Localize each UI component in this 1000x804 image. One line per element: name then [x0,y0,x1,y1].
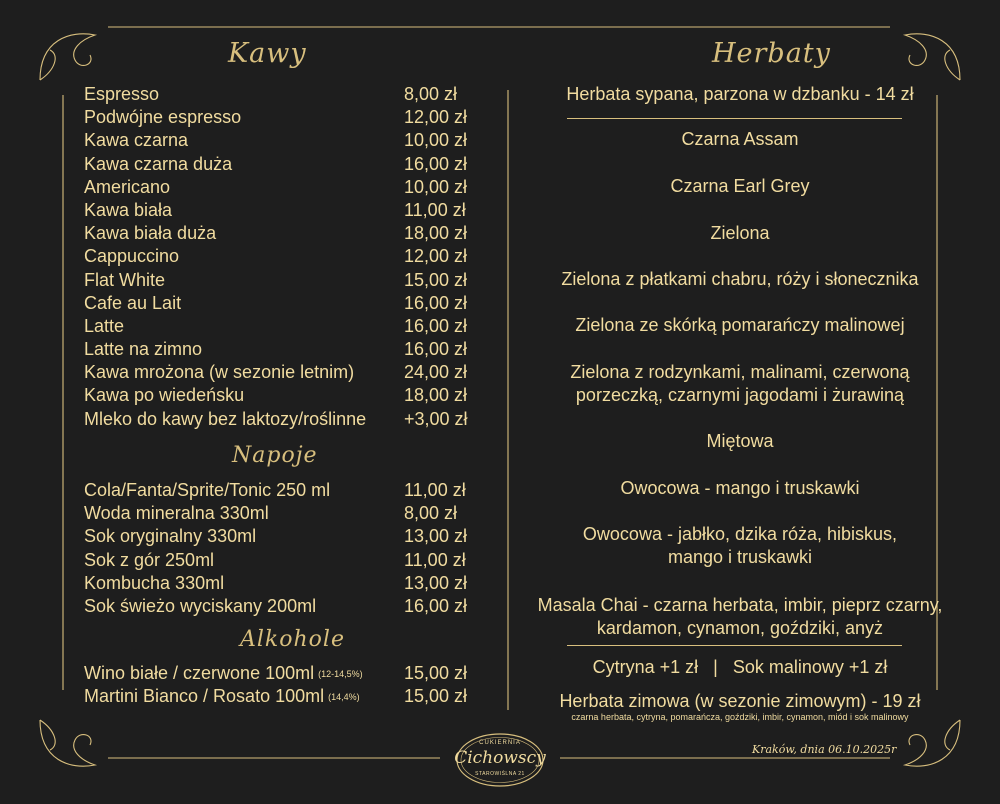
menu-item [84,199,504,222]
section-title-kawy: Kawy [228,38,307,69]
menu-item-price: 15,00 zł [404,663,468,683]
menu-item-name-text: Mleko do kawy bez laktozy/roślinne [84,408,367,429]
section-title-alkohole: Alkohole [240,627,345,652]
menu-item-price: 13,00 zł [404,526,468,547]
menu-item-name [84,83,159,106]
menu-item-name [84,361,354,384]
logo-top-text: CUKIERNIA [479,740,521,746]
menu-item [84,153,504,176]
menu-item-name [84,502,269,525]
menu-item [84,549,504,572]
menu-item-name [84,572,224,595]
tea-item: Zielona [710,223,770,243]
tea-item: Owocowa - jabłko, dzika róża, hibiskus, [582,524,898,544]
menu-item-name-text: Podwójne espresso [84,107,242,128]
menu-item [84,595,504,618]
menu-item [84,662,504,685]
section-title-herbaty: Herbaty [712,38,831,69]
menu-item-price: 16,00 zł [404,292,468,313]
menu-item [84,269,504,292]
tea-item: Zielona z płatkami chabru, róży i słonecznika [561,269,919,289]
divider [567,118,902,119]
menu-item [84,502,504,525]
menu-item-name-text: Flat White [84,269,166,290]
menu-item [84,572,504,595]
menu-item-name-text: Kawa biała [84,199,173,220]
menu-item-name [84,292,181,315]
menu-item [84,83,504,106]
menu-item-price: 8,00 zł [404,84,458,104]
winter-tea-note: czarna herbata, cytryna, pomarańcza, goździki, imbir, cynamon, miód i sok malinowy [571,712,909,722]
tea-item: Owocowa - mango i truskawki [620,478,860,498]
menu-item-name [84,525,256,548]
menu-item-name-text: Cola/Fanta/Sprite/Tonic 250 ml [84,480,331,500]
menu-item-name [84,222,216,245]
divider [567,645,902,646]
menu-item [84,176,504,199]
menu-item-name-text: Latte na zimno [84,339,203,360]
menu-item-name [84,315,124,338]
menu-item-price: 10,00 zł [404,176,468,197]
winter-tea: Herbata zimowa (w sezonie zimowym) - 19 zł [559,691,921,711]
menu-item-name-text: Americano [84,176,171,197]
menu-item-name-text: Sok świeżo wyciskany 200ml [84,595,317,616]
menu-item [84,408,504,431]
menu-item-name-text: Martini Bianco / Rosato 100ml [84,686,325,707]
menu-item-name [84,549,214,572]
menu-item-price: +3,00 zł [404,408,468,429]
menu-item [84,525,504,548]
menu-item-name-text: Woda mineralna 330ml [84,503,269,524]
menu-item-price: 16,00 zł [404,595,468,616]
menu-item [84,315,504,338]
menu-item [84,685,504,708]
menu-item-price: 15,00 zł [404,269,468,290]
menu-item-price: 24,00 zł [404,362,468,383]
menu-item [84,222,504,245]
menu-item-price: 13,00 zł [404,572,468,593]
menu-item-name [84,245,179,268]
menu-item-name [84,106,241,129]
menu-item-name [84,338,202,361]
menu-item-price: 11,00 zł [404,480,466,500]
menu-item-name-text: Cappuccino [84,246,180,267]
menu-item-name-text: Sok oryginalny 330ml [84,526,257,547]
menu-item-name-text: Latte [84,315,125,336]
alkohole-list [84,662,504,708]
menu-item [84,245,504,268]
date-line: Kraków, dnia 06.10.2025r [752,743,897,756]
menu-item-note: (12-14,5%) [318,668,363,679]
menu-item-name-text: Wino białe / czerwone 100ml [84,663,315,683]
tea-item: kardamon, cynamon, goździki, anyż [596,618,884,638]
cafe-logo [454,731,546,789]
menu-item-price: 18,00 zł [404,223,468,244]
menu-item [84,479,504,502]
menu-item-price: 12,00 zł [404,107,468,128]
menu-item-name-text: Kombucha 330ml [84,572,225,593]
tea-extras: Cytryna +1 zł | Sok malinowy +1 zł [592,657,888,677]
menu-item-name [84,199,172,222]
menu-item-price: 16,00 zł [404,315,468,336]
menu-item-name [84,662,363,686]
menu-item-price: 11,00 zł [404,549,466,570]
menu-item [84,361,504,384]
menu-item-name-text: Kawa czarna duża [84,153,233,174]
menu-item [84,338,504,361]
menu-item-price: 8,00 zł [404,503,458,524]
tea-item: Miętowa [706,431,774,451]
napoje-list [84,479,504,618]
menu-item-note: (14,4%) [328,691,360,702]
menu-item-name-text: Kawa czarna [84,130,189,151]
tea-item: Zielona z rodzynkami, malinami, czerwoną [570,362,910,382]
logo-address: STAROWIŚLNA 21 [475,771,525,777]
menu-item-name [84,129,188,152]
menu-item [84,292,504,315]
menu-item-name [84,384,244,407]
herbaty-header: Herbata sypana, parzona w dzbanku - 14 zł [566,84,914,104]
tea-item: porzeczką, czarnymi jagodami i żurawiną [575,385,905,405]
menu-item-name [84,153,232,176]
tea-item: Masala Chai - czarna herbata, imbir, pieprz czarny, [537,595,943,615]
menu-item-name [84,595,316,618]
menu-item-name-text: Cafe au Lait [84,292,182,313]
tea-item: Zielona ze skórką pomarańczy malinowej [575,315,905,335]
section-title-napoje: Napoje [232,443,318,468]
menu-item-price: 10,00 zł [404,130,468,151]
menu-item-name-text: Kawa mrożona (w sezonie letnim) [84,362,355,383]
menu-item [84,384,504,407]
tea-item: mango i truskawki [667,547,813,567]
menu-item-name [84,408,366,431]
menu-item-price: 16,00 zł [404,339,468,360]
menu-item-name [84,685,360,709]
menu-item-name [84,176,170,199]
menu-item-name-text: Kawa biała duża [84,223,217,244]
tea-item: Czarna Earl Grey [670,176,810,196]
menu-item-name-text: Kawa po wiedeńsku [84,385,245,406]
menu-item-price: 16,00 zł [404,153,468,174]
menu-item-name-text: Sok z gór 250ml [84,549,215,570]
logo-name: Cichowscy [454,748,546,768]
menu-item-price: 12,00 zł [404,246,468,267]
menu-item [84,129,504,152]
menu-item-name-text: Espresso [84,84,160,104]
menu-item-price: 11,00 zł [404,199,466,220]
menu-item-name [84,479,330,502]
menu-item [84,106,504,129]
menu-item-price: 18,00 zł [404,385,468,406]
kawy-list [84,83,504,431]
tea-item: Czarna Assam [681,129,799,149]
menu-item-price: 15,00 zł [404,686,468,707]
menu-item-name [84,269,165,292]
